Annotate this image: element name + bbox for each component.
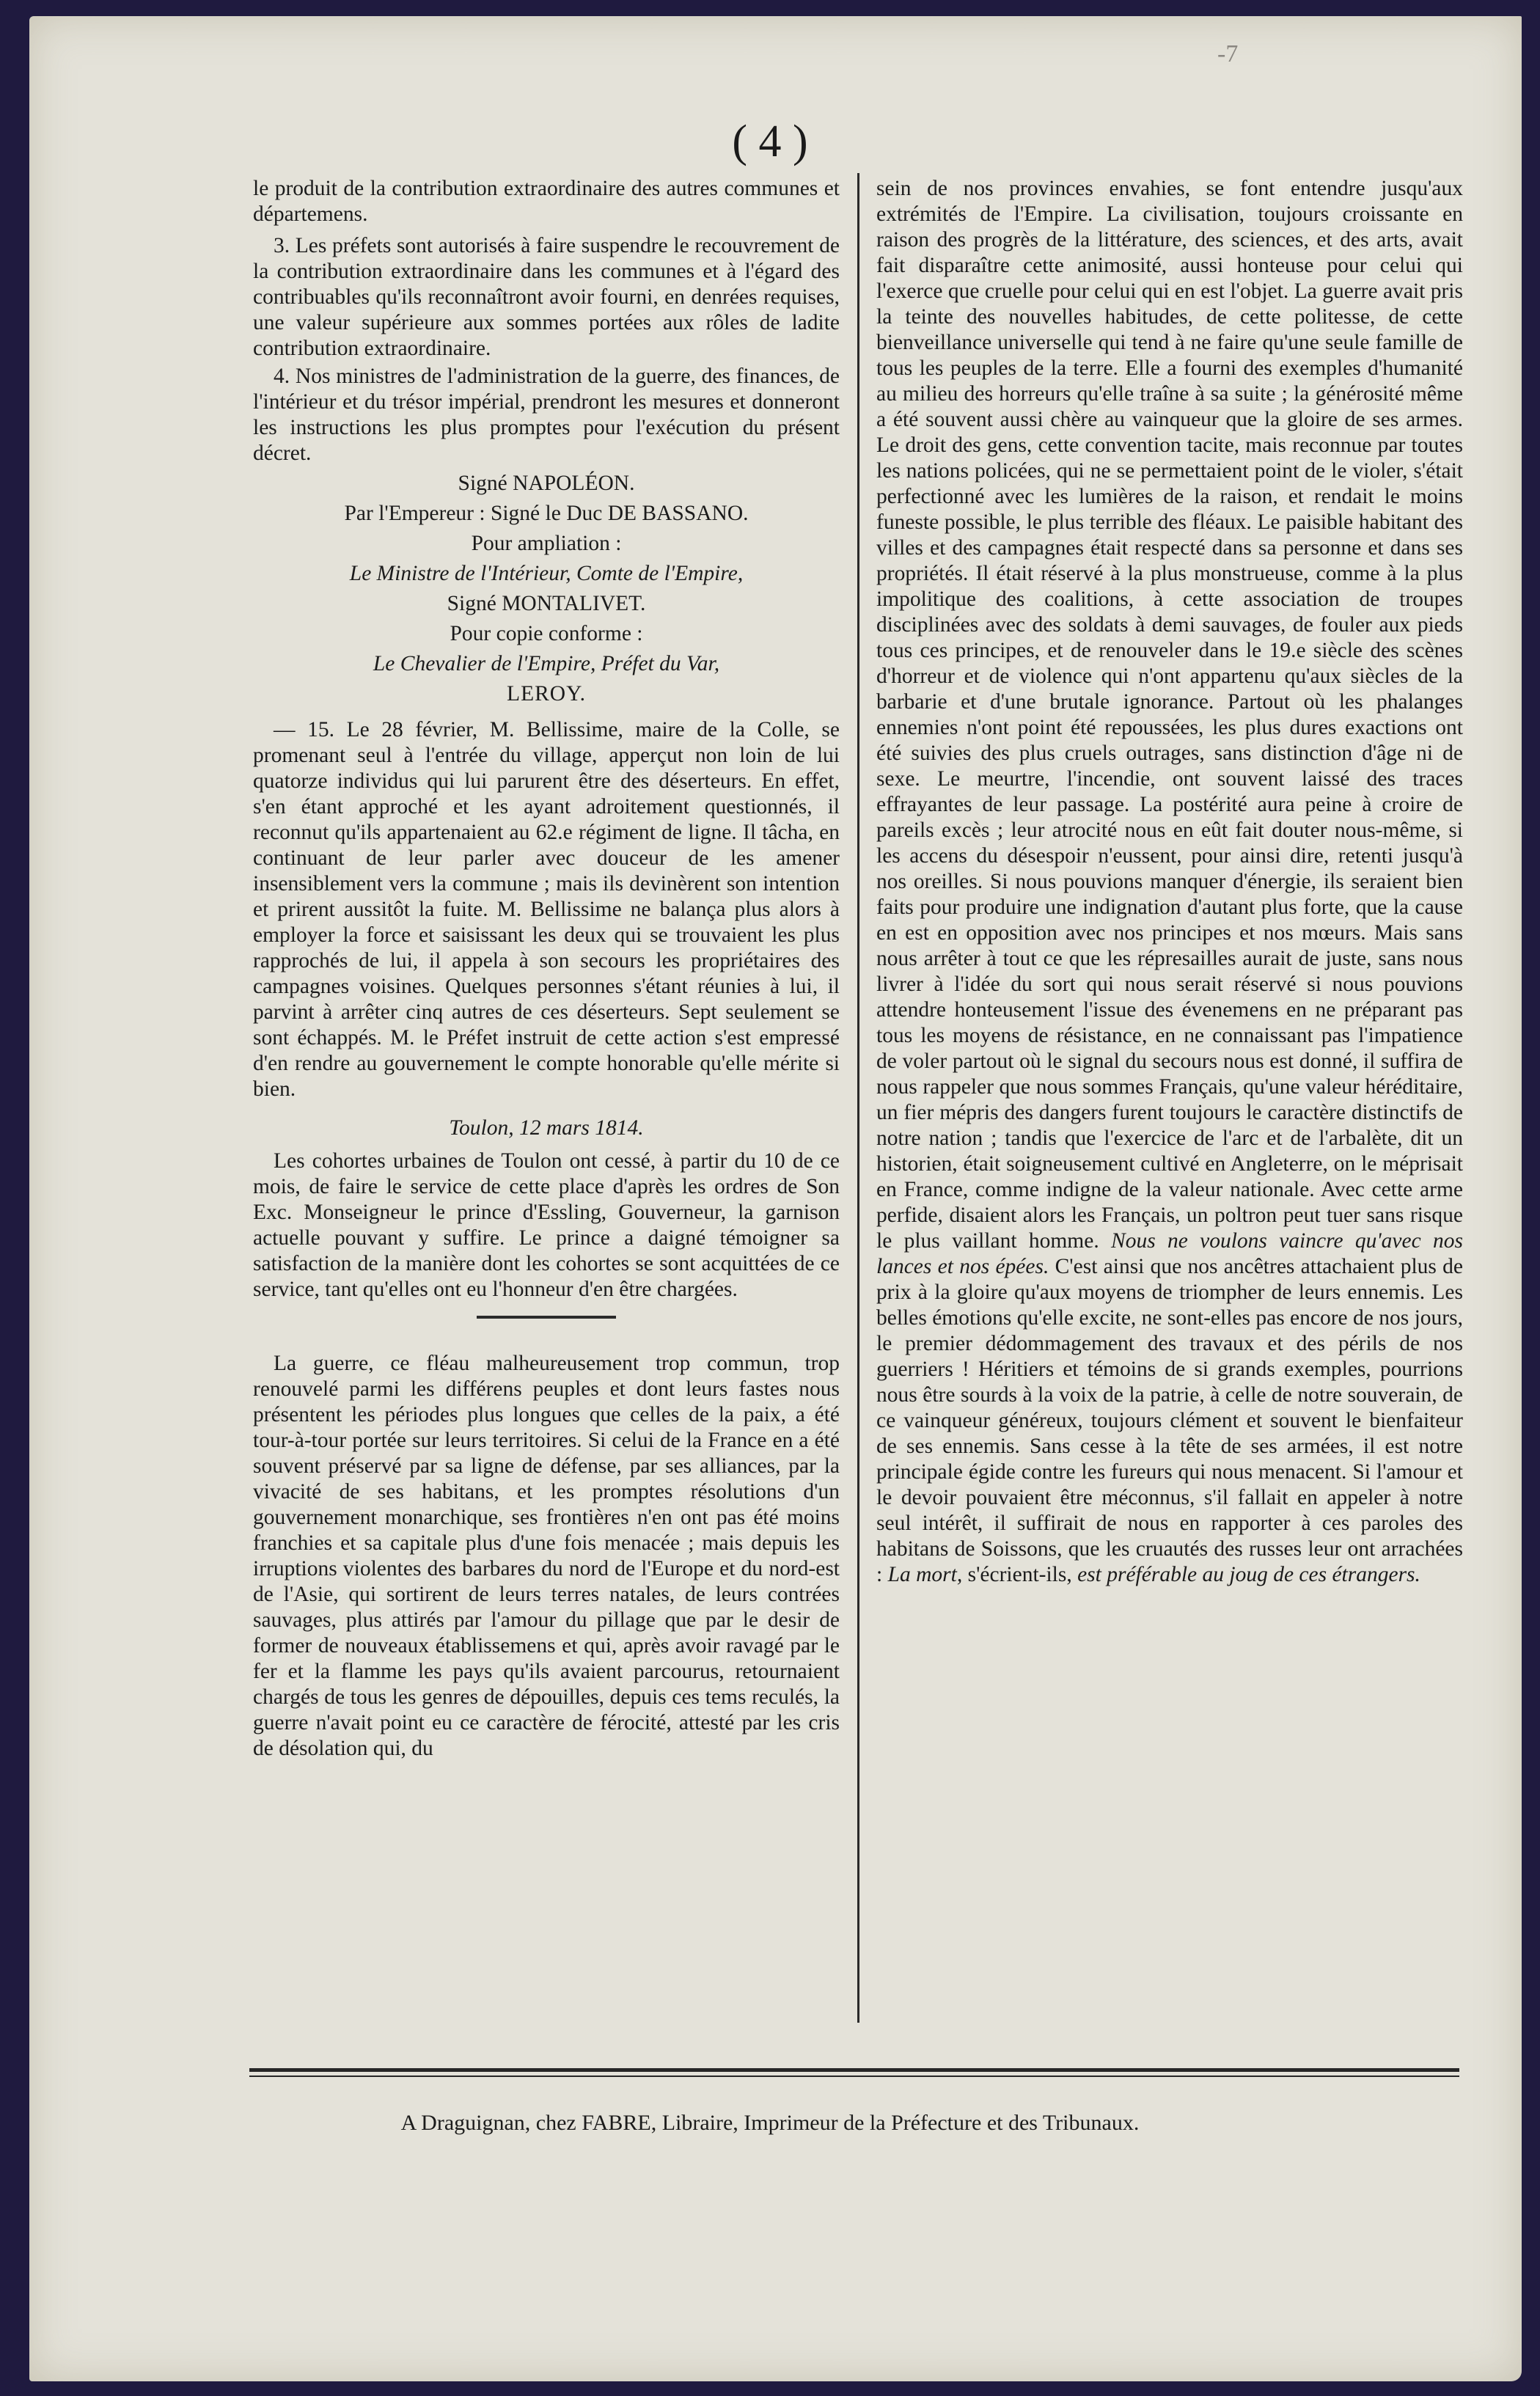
- signature-napoleon: Signé NAPOLÉON.: [458, 472, 635, 495]
- continuation-paragraph: le produit de la contribution extraordinaire des autres communes et départemens.: [253, 177, 840, 226]
- signature-bassano: Par l'Empereur : Signé le Duc DE BASSANO.: [344, 502, 749, 525]
- right-column: [876, 176, 1463, 1594]
- quote-joug: est préférable au joug de ces étrangers.: [1077, 1563, 1420, 1586]
- column-divider: [857, 173, 859, 2023]
- section-rule: [477, 1316, 616, 1319]
- cohortes-paragraph: Les cohortes urbaines de Toulon ont cessé, à partir du 10 de ce mois, de faire le service de cette place d'après les ordres de Son Exc. Monseigneur le prince d'Essling, Gouverneur, la garnison actuelle pouvant y suffire. Le prince a daigné témoigner sa satisfaction de la manière dont les cohortes se sont acquittées de ce service, tant qu'elles ont eu l'honneur d'en être chargées.: [253, 1149, 840, 1301]
- guerre-paragraph: La guerre, ce fléau malheureusement trop commun, trop renouvelé parmi les différens peuples et dont leurs fastes nous présentent les périodes plus longues que celles de la paix, a été tour-à-tour portée sur leurs territoires. Si celui de la France en a été souvent préservé par sa ligne de défense, par ses alliances, par la vivacité de ses habitans, et les promptes résolutions d'un gouvernement monarchique, ses frontières n'en ont pas été moins franchies et sa capitale plus d'une fois menacée ; mais depuis les irruptions violentes des barbares du nord de l'Europe et du nord-est de l'Asie, qui sortirent de leurs terres natales, de leurs contrées sauvages, plus attirés par l'amour du pillage que par le desir de former de nouveaux établissemens et qui, après avoir ravagé par le fer et la flamme les pays qu'ils avaient parcourus, retournaient chargés de tous les genres de dépouilles, depuis ces tems reculés, la guerre n'avait point eu ce caractère de férocité, attesté par les cris de désolation qui, du: [253, 1352, 840, 1760]
- report-15: — 15. Le 28 février, M. Bellissime, maire de la Colle, se promenant seul à l'entrée du village, apperçut non loin de lui quatorze individus qui lui parurent être des déserteurs. En effet, s'en étant approché et les ayant adroitement questionnés, il reconnut qu'ils appartenaient au 62.e régiment de ligne. Il tâcha, en continuant de leur parler avec douceur de les amener insensiblement vers la commune ; mais ils devinèrent son intention et prirent aussitôt la fuite. M. Bellissime ne balança plus alors à employer la force et saisissant les deux qui se trouvaient les plus rapprochés de lui, il appela à son secours les propriétaires des campagnes voisines. Quelques personnes s'étant réunies à lui, il parvint à arrêter cinq autres de ces déserteurs. Sept seulement se sont échappés. M. le Préfet instruit de cette action s'est empressé d'en rendre au gouvernement le compte honorable qu'elle mérite si bien.: [253, 718, 840, 1101]
- article-4: 4. Nos ministres de l'administration de la guerre, des finances, de l'intérieur et du trésor impérial, prendront les mesures et donneront les instructions les plus promptes pour l'exécution du présent décret.: [253, 364, 840, 465]
- prefect-title: Le Chevalier de l'Empire, Préfet du Var,: [373, 652, 720, 675]
- guerre-continuation: sein de nos provinces envahies, se font entendre jusqu'aux extrémités de l'Empire. La civilisation, toujours croissante en raison des progrès de la littérature, des sciences, et des arts, avait fait disparaître cette animosité, aussi honteuse pour celui qui l'exerce que cruelle pour celui qui en est l'objet. La guerre avait pris la teinte des nouvelles habitudes, de cette politesse, de cette bienveillance universelle qui tend à ne faire qu'une seule famille de tous les peuples de la terre. Elle a fourni des exemples d'humanité au milieu des horreurs qu'elle traîne à sa suite ; la générosité même a été souvent aussi chère au vainqueur que la gloire de ses armes. Le droit des gens, cette convention tacite, mais reconnue par toutes les nations policées, qui ne se permettaient point de le violer, s'était perfectionné avec les lumières de la raison, et rendait le moins funeste possible, le plus terrible des fléaux. Le paisible habitant des villes et des campagnes était respecté dans sa personne et dans ses propriétés. Il était réservé à la plus monstrueuse, comme à la plus impolitique des coalitions, à cette association de troupes disciplinées avec des soldats à demi sauvages, de fouler aux pieds tous ces principes, et de renouveler dans le 19.e siècle des scènes d'horreur et de violence qui n'ont appartenu qu'aux siècles de la barbarie et d'une brutale ignorance. Partout où les phalanges ennemies n'ont point été repoussées, les plus dures exactions ont été suivies des plus cruels outrages, sans distinction d'âge ni de sexe. Le meurtre, l'incendie, ont souvent laissé des traces effrayantes de leur passage. La postérité aura peine à croire de pareils excès ; leur atrocité nous en eût fait douter nous-même, si les accens du désespoir n'eussent, pour ainsi dire, retenti jusqu'à nos oreilles. Si nous pouvions manquer d'énergie, ils seraient bien faits pour produire une indignation d'autant plus forte, que la cause en est en opposition avec nos principes et nos mœurs. Mais sans nous arrêter à tout ce que les répresailles aurait de juste, sans nous livrer à l'idée du sort qui nous serait réservé si nous pouvions attendre honteusement l'issue des évenemens en ne préparant pas tous les moyens de résistance, en ne connaissant pas l'impatience de voler partout où le signal du secours nous est donné, il suffira de nous rappeler que nous sommes Français, qu'une valeur héréditaire, un fier mépris des dangers furent toujours le caractère distinctifs de notre nation ; tandis que l'exercice de l'arc et de l'arbalète, dit un historien, était soigneusement cultivé en Angleterre, on le méprisait en France, comme indigne de la valeur nationale. Avec cette arme perfide, disaient alors les Français, un poltron peut tuer sans risque le plus vaillant homme. Nous ne voulons vaincre qu'avec nos lances et nos épées. C'est ainsi que nos ancêtres attachaient plus de prix à la gloire qu'aux moyens de triompher de leurs ennemis. Les belles émotions qu'elle excite, ne sont-elles pas encore de nos jours, le premier dédommagement des travaux et des périls de nos guerriers ! Héritiers et témoins de si grands exemples, pourrions nous être sourds à la voix de la patrie, à celle de notre souverain, de ce vainqueur généreux, toujours clément et souvent le bienfaiteur de ses ennemis. Sans cesse à la tête de ses armées, il est notre principale égide contre les fureurs qui nous menacent. Si l'amour et le devoir pouvaient être méconnus, s'il fallait en appeler à notre seul intérêt, il suffirait de nous en rapporter à ces paroles des habitans de Soissons, que les cruautés des russes leur ont arrachées : La mort, s'écrient-ils, est préférable au joug de ces étrangers.: [876, 177, 1464, 1586]
- page-number: ( 4 ): [732, 117, 808, 166]
- signature-leroy: LEROY.: [507, 682, 586, 706]
- quote-lances: Nous ne voulons vaincre qu'avec nos lances et nos épées.: [876, 1229, 1464, 1278]
- article-3: 3. Les préfets sont autorisés à faire suspendre le recouvrement de la contribution extraordinaire dans les communes et à l'égard des contribuables qu'ils reconnaîtront avoir fourni, en denrées requises, une valeur supérieure aux sommes portées aux rôles de ladite contribution extraordinaire.: [253, 234, 840, 360]
- dateline-toulon: Toulon, 12 mars 1814.: [449, 1116, 644, 1140]
- left-column: [253, 176, 840, 1764]
- corner-mark: -7: [1217, 40, 1239, 67]
- minister-title: Le Ministre de l'Intérieur, Comte de l'Empire,: [349, 562, 744, 585]
- ampliation-label: Pour ampliation :: [471, 532, 622, 555]
- signature-montalivet: Signé MONTALIVET.: [447, 592, 646, 615]
- printer-imprint: A Draguignan, chez FABRE, Libraire, Imprimeur de la Préfecture et des Tribunaux.: [400, 2111, 1140, 2135]
- copie-conforme-label: Pour copie conforme :: [450, 622, 643, 645]
- footer-double-rule: [249, 2068, 1459, 2081]
- quote-la-mort: La mort,: [887, 1563, 963, 1586]
